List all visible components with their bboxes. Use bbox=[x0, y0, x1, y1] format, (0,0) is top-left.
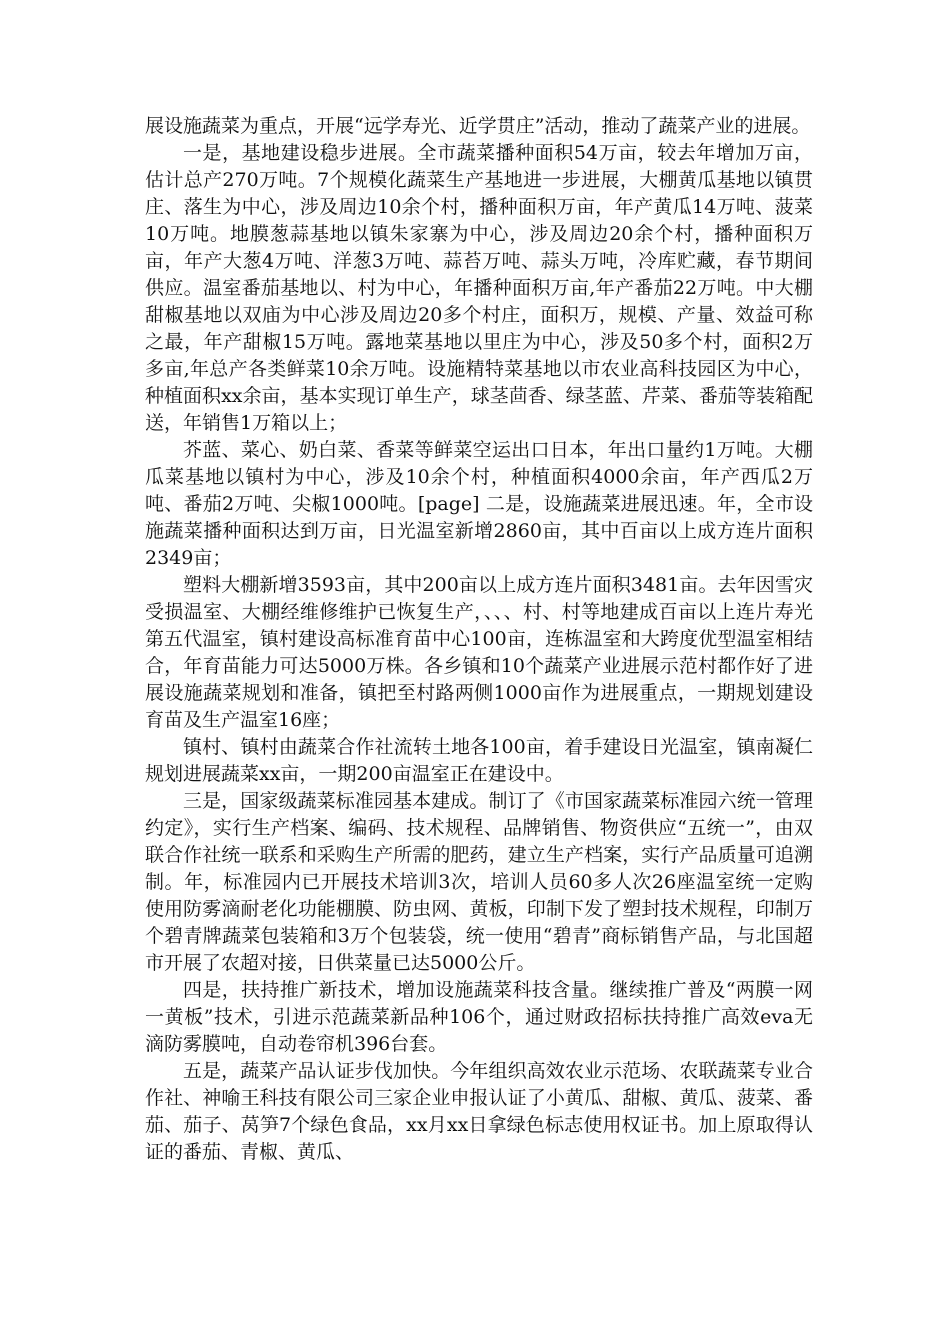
paragraph-intro-continued: 展设施蔬菜为重点，开展“远学寿光、近学贯庄”活动，推动了蔬菜产业的进展。 bbox=[145, 115, 811, 137]
paragraph-export-and-facilities: 芥蓝、菜心、奶白菜、香菜等鲜菜空运出口日本，年出口量约1万吨。大棚瓜菜基地以镇村为中心，涉及10余个村，种植面积4000余亩，年产西瓜2万吨、番茄2万吨、尖椒1000吨。[page] 二是，设施蔬菜进展迅速。年，全市设施蔬菜播种面积达到万亩，日光温室新增2860亩，其中百亩以上成方连片面积2349亩； bbox=[145, 439, 813, 569]
paragraph-standard-park: 三是，国家级蔬菜标准园基本建成。制订了《市国家蔬菜标准园六统一管理约定》，实行生产档案、编码、技术规程、品牌销售、物资供应“五统一”，由双联合作社统一联系和采购生产所需的肥药，建立生产档案，实行产品质量可追溯制。年，标准园内已开展技术培训3次，培训人员60多人次26座温室统一定购使用防雾滴耐老化功能棚膜、防虫网、黄板，印制下发了塑封技术规程，印制万个碧青牌蔬菜包装箱和3万个包装袋，统一使用“碧青”商标销售产品，与北国超市开展了农超对接，日供菜量已达5000公斤。 bbox=[145, 790, 813, 974]
paragraph-new-technology: 四是，扶持推广新技术，增加设施蔬菜科技含量。继续推广普及“两膜一网一黄板”技术，引进示范蔬菜新品种106个，通过财政招标扶持推广高效eva无滴防雾膜吨，自动卷帘机396台套。 bbox=[145, 979, 813, 1055]
paragraph-plastic-greenhouses: 塑料大棚新增3593亩，其中200亩以上成方连片面积3481亩。去年因雪灾受损温室、大棚经维修维护已恢复生产，、、、村、村等地建成百亩以上连片寿光第五代温室，镇村建设高标准育苗中心100亩，连栋温室和大跨度优型温室相结合，年育苗能力可达5000万株。各乡镇和10个蔬菜产业进展示范村都作好了进展设施蔬菜规划和准备，镇把至村路两侧1000亩作为进展重点，一期规划建设育苗及生产温室16座； bbox=[145, 574, 813, 731]
paragraph-certification: 五是，蔬菜产品认证步伐加快。今年组织高效农业示范场、农联蔬菜专业合作社、神喻王科技有限公司三家企业申报认证了小黄瓜、甜椒、黄瓜、菠菜、番茄、茄子、莴笋7个绿色食品，xx月xx日拿绿色标志使用权证书。加上原取得认证的番茄、青椒、黄瓜、 bbox=[145, 1060, 813, 1163]
paragraph-land-transfer: 镇村、镇村由蔬菜合作社流转土地各100亩，着手建设日光温室，镇南凝仁规划进展蔬菜xx亩，一期200亩温室正在建设中。 bbox=[145, 736, 813, 785]
document-body bbox=[145, 113, 813, 1166]
paragraph-base-construction: 一是，基地建设稳步进展。全市蔬菜播种面积54万亩，较去年增加万亩，估计总产270万吨。7个规模化蔬菜生产基地进一步进展，大棚黄瓜基地以镇贯庄、落生为中心，涉及周边10余个村，播种面积万亩，年产黄瓜14万吨、菠菜10万吨。地膜葱蒜基地以镇朱家寨为中心，涉及周边20余个村，播种面积万亩，年产大葱4万吨、洋葱3万吨、蒜苔万吨、蒜头万吨，冷库贮藏，春节期间供应。温室番茄基地以、村为中心，年播种面积万亩,年产番茄22万吨。中大棚甜椒基地以双庙为中心涉及周边20多个村庄，面积万，规模、产量、效益可称之最，年产甜椒15万吨。露地菜基地以里庄为中心，涉及50多个村，面积2万多亩,年总产各类鲜菜10余万吨。设施精特菜基地以市农业高科技园区为中心，种植面积xx余亩，基本实现订单生产，球茎茴香、绿茎蓝、芹菜、番茄等装箱配送，年销售1万箱以上； bbox=[145, 142, 813, 434]
